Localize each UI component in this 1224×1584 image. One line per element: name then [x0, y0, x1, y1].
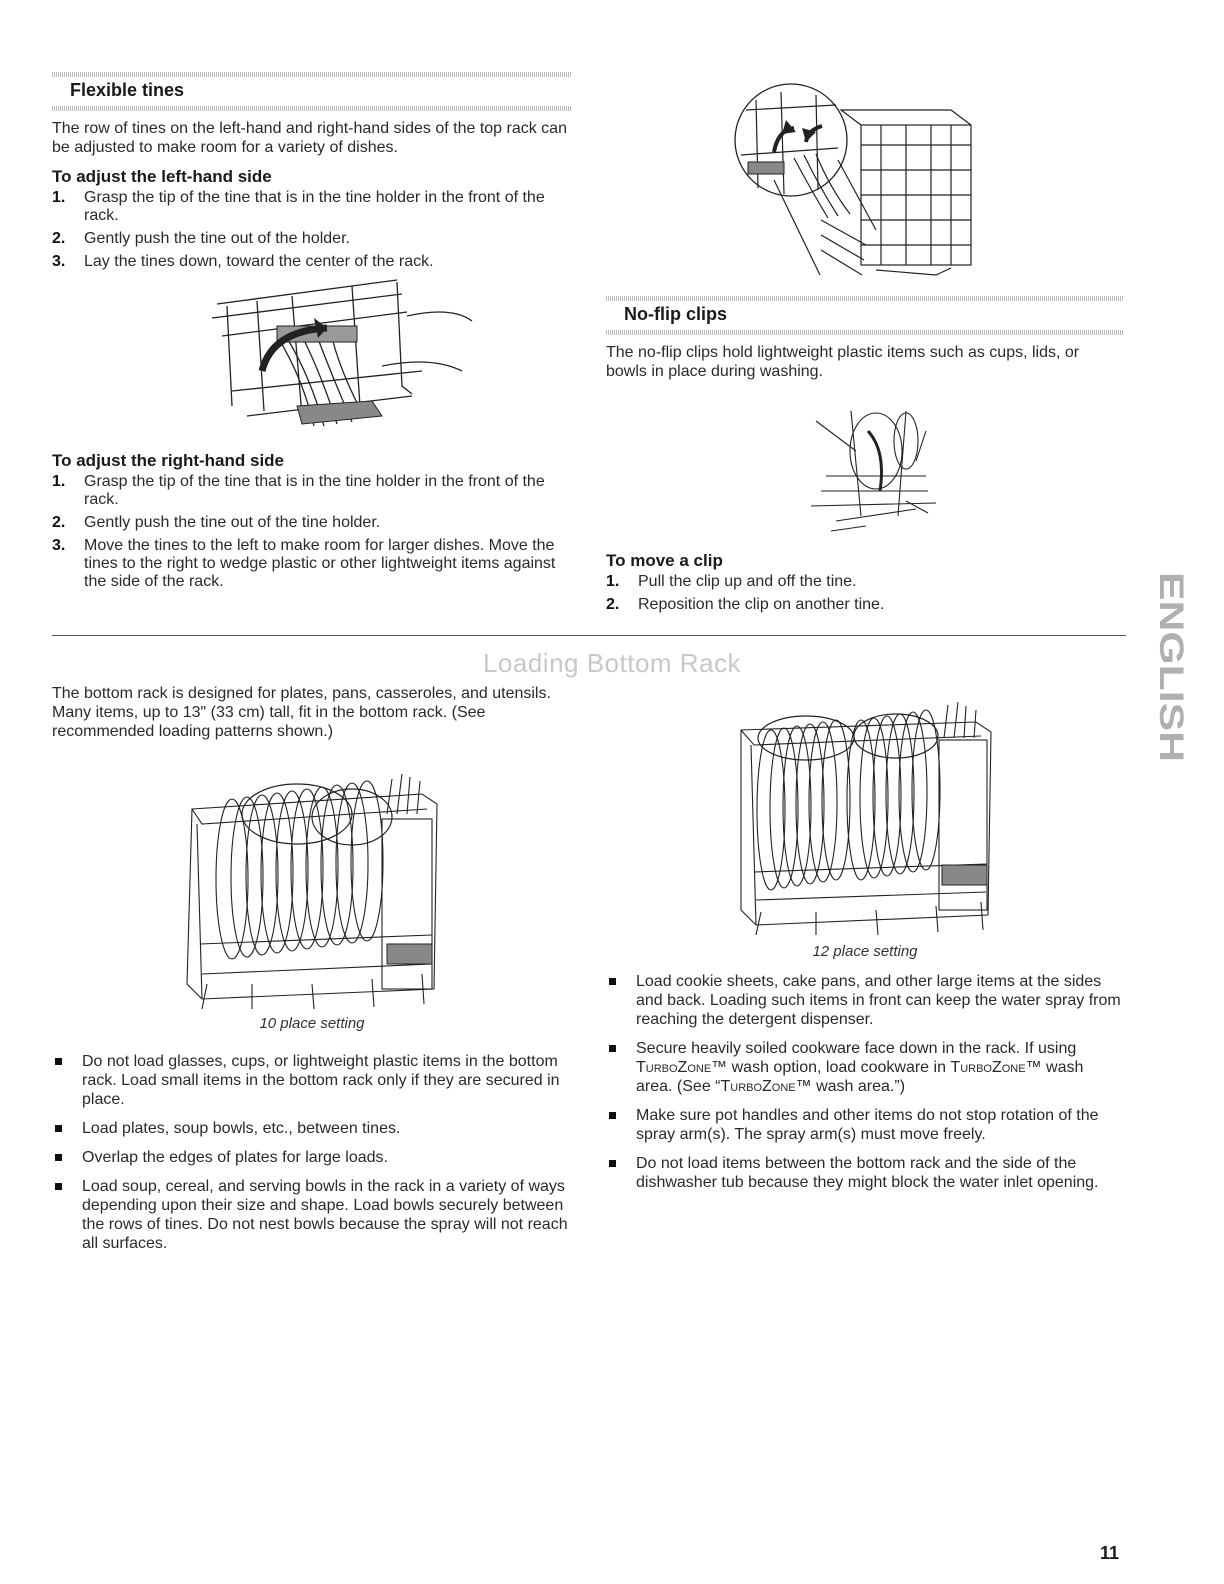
bottom-rack-left: [52, 684, 572, 1263]
no-flip-intro: The no-flip clips hold lightweight plastic items such as cups, lids, or bowls in place during washing.: [606, 344, 1080, 380]
clip-illustration: [606, 391, 1124, 541]
right-bullets: [606, 972, 1124, 1192]
left-side-heading: To adjust the left-hand side: [52, 167, 272, 186]
section-divider: [52, 635, 1126, 636]
right-side-steps: [52, 473, 572, 591]
no-flip-section: [606, 70, 1124, 619]
bottom-rack-intro: The bottom rack is designed for plates, pans, casseroles, and utensils. Many items, up to 13" (33 cm) tall, fit in the bottom rack. (See recommended loading patterns shown.): [52, 685, 551, 740]
rack-12-place-illustration: [606, 700, 1124, 935]
list-item: Load soup, cereal, and serving bowls in the rack in a variety of ways depending upon their size and shape. Load bowls securely between the rows of tines. Do not nest bowls because the spray will not reach all surfaces.: [52, 1177, 572, 1253]
list-item: Load cookie sheets, cake pans, and other large items at the sides and back. Loading such items in front can keep the water spray from reaching the detergent dispenser.: [606, 972, 1124, 1029]
right-side-heading: To adjust the right-hand side: [52, 451, 285, 470]
no-flip-heading: No-flip clips: [606, 294, 1124, 335]
right-tine-illustration: [606, 70, 1124, 288]
list-item: 1. Pull the clip up and off the tine.: [606, 573, 857, 590]
side-tab-label: ENGLISH: [1152, 572, 1190, 724]
list-item: Load plates, soup bowls, etc., between tines.: [52, 1119, 572, 1138]
left-side-steps: [52, 189, 572, 271]
page-number: 11: [1100, 1543, 1120, 1563]
bottom-rack-right: [606, 700, 1124, 1202]
list-item: Make sure pot handles and other items do not stop rotation of the spray arm(s). The spray arm(s) must move freely.: [606, 1106, 1124, 1144]
left-tine-illustration: [52, 276, 572, 441]
flexible-tines-intro: The row of tines on the left-hand and right-hand sides of the top rack can be adjusted to make room for a variety of dishes.: [52, 120, 567, 156]
list-item: Do not load glasses, cups, or lightweight plastic items in the bottom rack. Load small items in the bottom rack only if they are secured in place.: [52, 1052, 572, 1109]
move-clip-heading: To move a clip: [606, 551, 723, 570]
list-item: 2. Reposition the clip on another tine.: [606, 596, 885, 613]
flexible-tines-section: [52, 70, 572, 596]
list-item: 3. Lay the tines down, toward the center of the rack.: [52, 253, 434, 270]
list-item: 2. Gently push the tine out of the tine holder.: [52, 514, 381, 531]
caption-10-place: 10 place setting: [259, 1015, 365, 1032]
english-side-tab: [1150, 572, 1190, 762]
list-item: Secure heavily soiled cookware face down in the rack. If using TurboZone™ wash option, load cookware in TurboZone™ wash area. (See “TurboZone™ wash area.”): [606, 1039, 1124, 1096]
list-item: Overlap the edges of plates for large loads.: [52, 1148, 572, 1167]
flexible-tines-heading: Flexible tines: [52, 70, 572, 111]
loading-bottom-rack-title: Loading Bottom Rack: [482, 648, 742, 678]
left-bullets: [52, 1052, 572, 1253]
list-item: 2. Gently push the tine out of the holder.: [52, 230, 350, 247]
list-item: 3. Move the tines to the left to make room for larger dishes. Move the tines to the right to wedge plastic or other lightweight items against the side of the rack.: [52, 537, 556, 590]
list-item: 1. Grasp the tip of the tine that is in the tine holder in the front of the rack.: [52, 473, 545, 508]
rack-10-place-illustration: [52, 759, 572, 1009]
caption-12-place: 12 place setting: [812, 943, 918, 960]
list-item: 1. Grasp the tip of the tine that is in the tine holder in the front of the rack.: [52, 189, 545, 224]
list-item: Do not load items between the bottom rack and the side of the dishwasher tub because they might block the water inlet opening.: [606, 1154, 1124, 1192]
move-clip-steps: [606, 573, 1124, 614]
